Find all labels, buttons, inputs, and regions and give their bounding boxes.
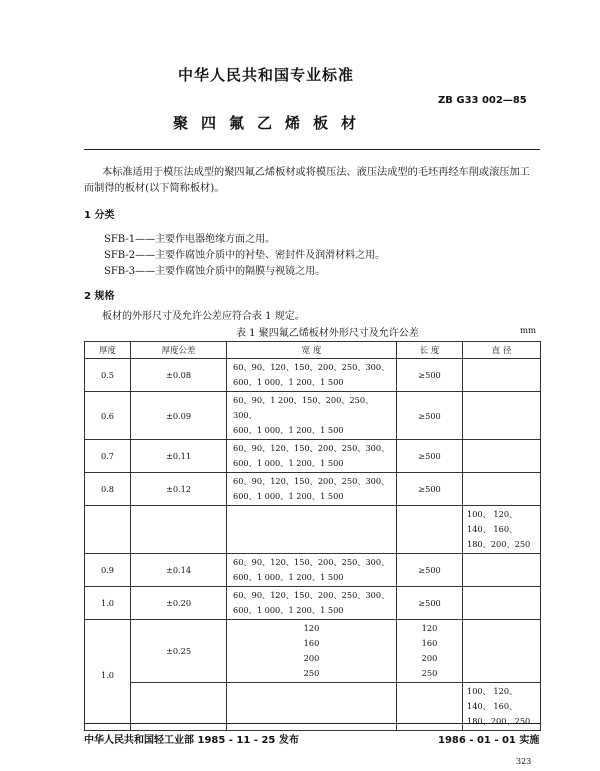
length-value: 160	[421, 638, 438, 648]
header-divider	[84, 149, 540, 150]
width-cell	[227, 473, 397, 506]
classification-item: SFB-2——主要作腐蚀介质中的衬垫、密封件及润滑材料之用。	[104, 250, 386, 261]
width-cell	[227, 440, 397, 473]
width-value: 120	[303, 623, 320, 633]
tolerance-cell: ±0.08	[131, 359, 227, 392]
width-cell	[227, 587, 397, 620]
thickness-cell: 1.0	[85, 587, 131, 620]
table-unit: mm	[520, 326, 537, 336]
diameter-line: 100、 120、 140、 160、	[467, 509, 518, 534]
width-line: 600、1 000、1 200、1 500	[233, 605, 344, 615]
tolerance-cell: ±0.25	[131, 620, 227, 683]
issuer-line: 中华人民共和国轻工业部 1985 - 11 - 25 发布	[84, 735, 299, 746]
diameter-cell	[463, 392, 541, 440]
tolerance-cell: ±0.14	[131, 554, 227, 587]
tolerance-cell	[131, 506, 227, 554]
issuing-country-heading: 中华人民共和国专业标准	[178, 66, 355, 84]
diameter-cell	[463, 473, 541, 506]
length-value: 200	[421, 653, 438, 663]
table-row	[85, 392, 541, 440]
thickness-cell: 0.7	[85, 440, 131, 473]
width-cell	[227, 359, 397, 392]
diameter-cell	[463, 554, 541, 587]
width-cell	[227, 392, 397, 440]
length-cell: ≥500	[397, 440, 463, 473]
width-line: 60、90、120、150、200、250、300、	[233, 476, 390, 486]
width-line: 60、90、120、150、200、250、300、	[233, 557, 390, 567]
length-cell: ≥500	[397, 359, 463, 392]
width-value: 200	[303, 653, 320, 663]
width-line: 600、1 000、1 200、1 500	[233, 491, 344, 501]
width-cell	[227, 506, 397, 554]
tolerance-cell: ±0.11	[131, 440, 227, 473]
width-line: 600、1 000、1 200、1 500	[233, 572, 344, 582]
page-number: 323	[516, 757, 532, 766]
length-cell: ≥500	[397, 587, 463, 620]
classification-item: SFB-1——主要作电器绝缘方面之用。	[104, 234, 276, 245]
section-2-text: 板材的外形尺寸及允许公差应符合表 1 规定。	[102, 311, 305, 322]
thickness-cell: 1.0	[85, 620, 131, 731]
length-cell: ≥500	[397, 392, 463, 440]
table-row	[85, 554, 541, 587]
length-cell	[397, 506, 463, 554]
thickness-cell: 0.5	[85, 359, 131, 392]
width-line: 600、1 000、1 200、1 500	[233, 377, 344, 387]
standard-code: ZB G33 002—85	[438, 95, 527, 106]
diameter-line: 180、200、250	[467, 716, 531, 726]
width-line: 60、90、120、150、200、250、300、	[233, 590, 390, 600]
classification-item: SFB-3——主要作腐蚀介质中的隔膜与视镜之用。	[104, 266, 326, 277]
section-2-heading: 2 规格	[84, 291, 115, 302]
dimensions-table	[84, 341, 541, 731]
intro-line-1: 本标准适用于模压法成型的聚四氟乙烯板材或将模压法、液压法成型的毛坯再经车削或滚压加工	[102, 167, 530, 178]
diameter-cell	[463, 359, 541, 392]
header-thickness: 厚度	[85, 342, 131, 359]
length-cell: ≥500	[397, 554, 463, 587]
table-row	[85, 506, 541, 554]
width-line: 60、90、120、150、200、250、300、	[233, 362, 390, 372]
length-cell: ≥500	[397, 473, 463, 506]
table-row	[85, 473, 541, 506]
header-length: 长 度	[397, 342, 463, 359]
table-caption: 表 1 聚四氟乙烯板材外形尺寸及允许公差	[236, 328, 419, 339]
diameter-line: 180、200、250	[467, 539, 531, 549]
length-cell	[397, 620, 463, 683]
tolerance-cell: ±0.09	[131, 392, 227, 440]
thickness-cell: 0.8	[85, 473, 131, 506]
table-row	[85, 359, 541, 392]
width-line: 60、90、120、150、200、250、300、	[233, 443, 390, 453]
width-line: 60、90、1 200、150、200、250、300、	[233, 395, 374, 420]
width-line: 600、1 000、1 200、1 500	[233, 425, 344, 435]
header-diameter: 直 径	[463, 342, 541, 359]
width-value: 250	[303, 668, 320, 678]
tolerance-cell: ±0.20	[131, 587, 227, 620]
length-value: 120	[421, 623, 438, 633]
tolerance-cell: ±0.12	[131, 473, 227, 506]
diameter-cell	[463, 587, 541, 620]
width-cell	[227, 554, 397, 587]
header-tolerance: 厚度公差	[131, 342, 227, 359]
table-row	[85, 620, 541, 683]
header-width: 宽 度	[227, 342, 397, 359]
effective-date-line: 1986 - 01 - 01 实施	[438, 735, 540, 746]
diameter-cell	[463, 620, 541, 683]
table-header-row	[85, 342, 541, 359]
table-row	[85, 440, 541, 473]
table-row	[85, 587, 541, 620]
diameter-line: 100、 120、 140、 160、	[467, 686, 518, 711]
diameter-cell	[463, 440, 541, 473]
thickness-cell: 0.9	[85, 554, 131, 587]
width-cell	[227, 620, 397, 683]
document-title: 聚四氟乙烯板材	[173, 114, 370, 132]
thickness-cell	[85, 506, 131, 554]
section-1-heading: 1 分类	[84, 210, 115, 221]
width-value: 160	[303, 638, 320, 648]
diameter-cell	[463, 506, 541, 554]
width-line: 600、1 000、1 200、1 500	[233, 458, 344, 468]
intro-line-2: 而制得的板材(以下简称板材)。	[84, 183, 225, 194]
thickness-cell: 0.6	[85, 392, 131, 440]
length-value: 250	[421, 668, 438, 678]
footer-divider	[84, 723, 540, 724]
